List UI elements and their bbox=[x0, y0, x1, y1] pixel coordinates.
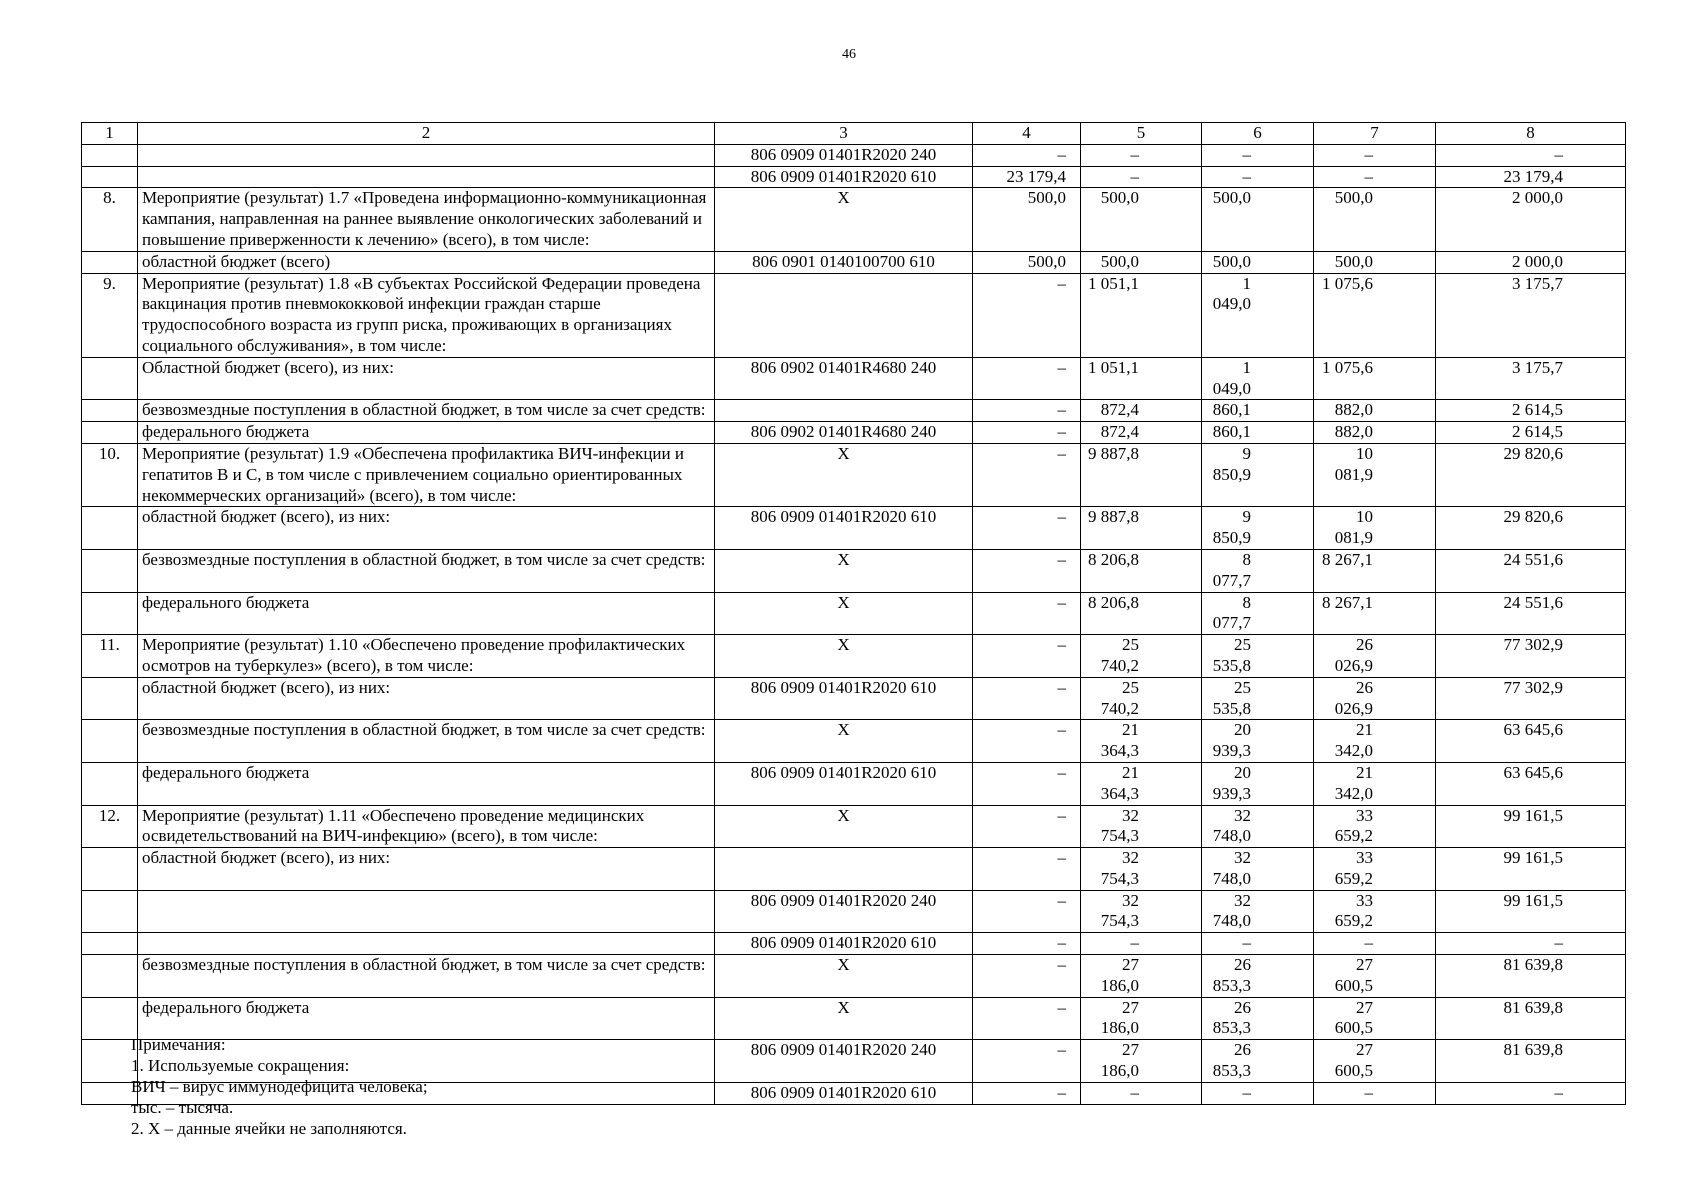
cell-row-number bbox=[82, 997, 138, 1040]
cell-total: 63 645,6 bbox=[1436, 720, 1626, 763]
cell-col-6: 9 850,9 bbox=[1202, 507, 1314, 550]
cell-col-7: 26 026,9 bbox=[1314, 635, 1436, 678]
cell-row-number bbox=[82, 762, 138, 805]
cell-total: 2 000,0 bbox=[1436, 188, 1626, 251]
cell-col-4: – bbox=[973, 273, 1081, 357]
column-header: 6 bbox=[1202, 123, 1314, 145]
column-header: 8 bbox=[1436, 123, 1626, 145]
cell-col-6: 500,0 bbox=[1202, 188, 1314, 251]
cell-col-4: – bbox=[973, 507, 1081, 550]
cell-col-6: 26 853,3 bbox=[1202, 997, 1314, 1040]
cell-description: безвозмездные поступления в областной бюджет, в том числе за счет средств: bbox=[138, 720, 715, 763]
cell-col-5: 25 740,2 bbox=[1081, 635, 1202, 678]
cell-col-4: – bbox=[973, 357, 1081, 400]
cell-total: 24 551,6 bbox=[1436, 592, 1626, 635]
table-row bbox=[82, 166, 1626, 188]
cell-col-6: 1 049,0 bbox=[1202, 273, 1314, 357]
cell-col-4: – bbox=[973, 400, 1081, 422]
cell-row-number: 12. bbox=[82, 805, 138, 848]
cell-col-6: 9 850,9 bbox=[1202, 443, 1314, 506]
cell-total: – bbox=[1436, 144, 1626, 166]
cell-col-6: 25 535,8 bbox=[1202, 677, 1314, 720]
cell-total: 29 820,6 bbox=[1436, 507, 1626, 550]
cell-total: – bbox=[1436, 933, 1626, 955]
cell-total: 23 179,4 bbox=[1436, 166, 1626, 188]
table-row bbox=[82, 357, 1626, 400]
cell-description: Мероприятие (результат) 1.10 «Обеспечено проведение профилактических осмотров на туберкулез» (всего), в том числе: bbox=[138, 635, 715, 678]
cell-total: 99 161,5 bbox=[1436, 848, 1626, 891]
cell-budget-code: Х bbox=[715, 805, 973, 848]
cell-col-6: – bbox=[1202, 933, 1314, 955]
cell-col-4: – bbox=[973, 144, 1081, 166]
cell-col-7: 33 659,2 bbox=[1314, 805, 1436, 848]
cell-col-6: 8 077,7 bbox=[1202, 549, 1314, 592]
cell-total: 29 820,6 bbox=[1436, 443, 1626, 506]
cell-col-4: – bbox=[973, 720, 1081, 763]
cell-col-5: 27 186,0 bbox=[1081, 955, 1202, 998]
table-row bbox=[82, 422, 1626, 444]
cell-row-number bbox=[82, 677, 138, 720]
cell-col-4: – bbox=[973, 1040, 1081, 1083]
cell-row-number bbox=[82, 357, 138, 400]
cell-col-7: – bbox=[1314, 933, 1436, 955]
cell-col-7: 33 659,2 bbox=[1314, 848, 1436, 891]
cell-budget-code: 806 0909 01401R2020 240 bbox=[715, 1040, 973, 1083]
cell-budget-code: 806 0909 01401R2020 610 bbox=[715, 1082, 973, 1104]
cell-col-7: 1 075,6 bbox=[1314, 273, 1436, 357]
cell-col-7: 10 081,9 bbox=[1314, 443, 1436, 506]
table-row bbox=[82, 720, 1626, 763]
cell-col-6: 20 939,3 bbox=[1202, 762, 1314, 805]
cell-budget-code: 806 0909 01401R2020 240 bbox=[715, 890, 973, 933]
cell-row-number: 11. bbox=[82, 635, 138, 678]
cell-col-5: 9 887,8 bbox=[1081, 443, 1202, 506]
cell-total: 81 639,8 bbox=[1436, 955, 1626, 998]
cell-col-5: 32 754,3 bbox=[1081, 848, 1202, 891]
page-number: 46 bbox=[842, 47, 856, 62]
cell-row-number bbox=[82, 507, 138, 550]
cell-budget-code: 806 0909 01401R2020 240 bbox=[715, 144, 973, 166]
cell-col-6: – bbox=[1202, 1082, 1314, 1104]
column-header: 1 bbox=[82, 123, 138, 145]
cell-col-6: 26 853,3 bbox=[1202, 1040, 1314, 1083]
cell-col-7: 21 342,0 bbox=[1314, 762, 1436, 805]
cell-col-5: 8 206,8 bbox=[1081, 549, 1202, 592]
cell-total: 77 302,9 bbox=[1436, 677, 1626, 720]
cell-col-5: 872,4 bbox=[1081, 422, 1202, 444]
cell-col-4: – bbox=[973, 635, 1081, 678]
cell-total: 2 000,0 bbox=[1436, 251, 1626, 273]
cell-row-number: 8. bbox=[82, 188, 138, 251]
cell-col-6: 1 049,0 bbox=[1202, 357, 1314, 400]
cell-budget-code: 806 0909 01401R2020 610 bbox=[715, 762, 973, 805]
cell-col-5: 872,4 bbox=[1081, 400, 1202, 422]
notes-line: 1. Используемые сокращения: bbox=[131, 1056, 350, 1075]
cell-col-5: 21 364,3 bbox=[1081, 720, 1202, 763]
cell-col-7: 10 081,9 bbox=[1314, 507, 1436, 550]
cell-col-7: 882,0 bbox=[1314, 422, 1436, 444]
cell-col-4: – bbox=[973, 933, 1081, 955]
table-row bbox=[82, 933, 1626, 955]
cell-col-5: 32 754,3 bbox=[1081, 890, 1202, 933]
column-header: 4 bbox=[973, 123, 1081, 145]
cell-col-4: – bbox=[973, 592, 1081, 635]
cell-description: федерального бюджета bbox=[138, 592, 715, 635]
cell-col-6: – bbox=[1202, 166, 1314, 188]
cell-description: безвозмездные поступления в областной бюджет, в том числе за счет средств: bbox=[138, 549, 715, 592]
cell-col-4: – bbox=[973, 443, 1081, 506]
cell-row-number bbox=[82, 848, 138, 891]
cell-budget-code: Х bbox=[715, 720, 973, 763]
cell-row-number bbox=[82, 1040, 138, 1083]
cell-description: федерального бюджета bbox=[138, 997, 715, 1040]
cell-total: 24 551,6 bbox=[1436, 549, 1626, 592]
cell-col-4: – bbox=[973, 997, 1081, 1040]
cell-total: – bbox=[1436, 1082, 1626, 1104]
table-row bbox=[82, 188, 1626, 251]
cell-description: областной бюджет (всего), из них: bbox=[138, 507, 715, 550]
cell-col-4: – bbox=[973, 848, 1081, 891]
cell-row-number bbox=[82, 955, 138, 998]
cell-col-4: 23 179,4 bbox=[973, 166, 1081, 188]
cell-total: 3 175,7 bbox=[1436, 273, 1626, 357]
cell-col-7: 21 342,0 bbox=[1314, 720, 1436, 763]
cell-col-4: – bbox=[973, 955, 1081, 998]
column-header: 2 bbox=[138, 123, 715, 145]
cell-col-7: – bbox=[1314, 144, 1436, 166]
cell-budget-code: Х bbox=[715, 955, 973, 998]
cell-total: 77 302,9 bbox=[1436, 635, 1626, 678]
cell-col-5: 500,0 bbox=[1081, 251, 1202, 273]
cell-col-4: – bbox=[973, 422, 1081, 444]
cell-budget-code: Х bbox=[715, 443, 973, 506]
cell-col-4: – bbox=[973, 1082, 1081, 1104]
notes-line: 2. Х – данные ячейки не заполняются. bbox=[131, 1119, 407, 1138]
column-header: 5 bbox=[1081, 123, 1202, 145]
cell-budget-code bbox=[715, 848, 973, 891]
cell-description: областной бюджет (всего) bbox=[138, 251, 715, 273]
cell-description: Мероприятие (результат) 1.9 «Обеспечена профилактика ВИЧ-инфекции и гепатитов В и С, в том числе с привлечением социально ориентированных некоммерческих организаций» (всего), в том числе: bbox=[138, 443, 715, 506]
cell-row-number bbox=[82, 890, 138, 933]
cell-col-5: – bbox=[1081, 144, 1202, 166]
cell-budget-code: 806 0909 01401R2020 610 bbox=[715, 166, 973, 188]
cell-col-4: 500,0 bbox=[973, 251, 1081, 273]
cell-description: Мероприятие (результат) 1.11 «Обеспечено проведение медицинских освидетельствований на ВИЧ-инфекцию» (всего), в том числе: bbox=[138, 805, 715, 848]
column-header: 3 bbox=[715, 123, 973, 145]
cell-row-number bbox=[82, 720, 138, 763]
cell-row-number bbox=[82, 400, 138, 422]
header-row bbox=[82, 123, 1626, 145]
cell-col-4: – bbox=[973, 762, 1081, 805]
budget-table bbox=[81, 122, 1626, 1105]
cell-col-6: 8 077,7 bbox=[1202, 592, 1314, 635]
cell-col-5: 27 186,0 bbox=[1081, 1040, 1202, 1083]
table-row bbox=[82, 273, 1626, 357]
cell-col-4: – bbox=[973, 677, 1081, 720]
cell-col-5: 8 206,8 bbox=[1081, 592, 1202, 635]
cell-col-6: 20 939,3 bbox=[1202, 720, 1314, 763]
cell-row-number bbox=[82, 422, 138, 444]
cell-total: 81 639,8 bbox=[1436, 997, 1626, 1040]
cell-description: областной бюджет (всего), из них: bbox=[138, 677, 715, 720]
cell-col-5: – bbox=[1081, 1082, 1202, 1104]
cell-description: федерального бюджета bbox=[138, 762, 715, 805]
cell-row-number bbox=[82, 592, 138, 635]
cell-description: федерального бюджета bbox=[138, 422, 715, 444]
cell-budget-code: 806 0901 0140100700 610 bbox=[715, 251, 973, 273]
cell-description: безвозмездные поступления в областной бюджет, в том числе за счет средств: bbox=[138, 955, 715, 998]
table-row bbox=[82, 400, 1626, 422]
cell-col-7: – bbox=[1314, 1082, 1436, 1104]
cell-row-number bbox=[82, 144, 138, 166]
cell-row-number bbox=[82, 549, 138, 592]
cell-col-5: 27 186,0 bbox=[1081, 997, 1202, 1040]
cell-col-5: 1 051,1 bbox=[1081, 357, 1202, 400]
table-row bbox=[82, 592, 1626, 635]
cell-row-number bbox=[82, 933, 138, 955]
cell-total: 2 614,5 bbox=[1436, 400, 1626, 422]
table-row bbox=[82, 635, 1626, 678]
cell-col-5: 32 754,3 bbox=[1081, 805, 1202, 848]
cell-description: Мероприятие (результат) 1.7 «Проведена информационно-коммуникационная кампания, направленная на раннее выявление онкологических заболеваний и повышение приверженности к лечению» (всего), в том числе: bbox=[138, 188, 715, 251]
cell-description bbox=[138, 144, 715, 166]
notes-line: тыс. – тысяча. bbox=[131, 1098, 234, 1117]
cell-col-6: 26 853,3 bbox=[1202, 955, 1314, 998]
cell-budget-code bbox=[715, 273, 973, 357]
cell-budget-code: 806 0909 01401R2020 610 bbox=[715, 507, 973, 550]
cell-col-7: 882,0 bbox=[1314, 400, 1436, 422]
table-row bbox=[82, 144, 1626, 166]
cell-col-7: 27 600,5 bbox=[1314, 997, 1436, 1040]
cell-col-5: 9 887,8 bbox=[1081, 507, 1202, 550]
cell-col-4: – bbox=[973, 890, 1081, 933]
cell-col-7: 500,0 bbox=[1314, 188, 1436, 251]
table-row bbox=[82, 251, 1626, 273]
column-header: 7 bbox=[1314, 123, 1436, 145]
cell-description bbox=[138, 166, 715, 188]
cell-description: безвозмездные поступления в областной бюджет, в том числе за счет средств: bbox=[138, 400, 715, 422]
cell-budget-code: 806 0902 01401R4680 240 bbox=[715, 422, 973, 444]
cell-col-5: 1 051,1 bbox=[1081, 273, 1202, 357]
notes-title: Примечания: bbox=[131, 1035, 226, 1054]
cell-col-7: 26 026,9 bbox=[1314, 677, 1436, 720]
cell-col-7: 27 600,5 bbox=[1314, 955, 1436, 998]
table-row bbox=[82, 955, 1626, 998]
cell-budget-code: Х bbox=[715, 997, 973, 1040]
cell-row-number: 9. bbox=[82, 273, 138, 357]
cell-row-number bbox=[82, 166, 138, 188]
table-row bbox=[82, 805, 1626, 848]
cell-col-7: – bbox=[1314, 166, 1436, 188]
cell-col-4: – bbox=[973, 805, 1081, 848]
cell-total: 99 161,5 bbox=[1436, 890, 1626, 933]
cell-col-4: – bbox=[973, 549, 1081, 592]
table-row bbox=[82, 443, 1626, 506]
cell-total: 81 639,8 bbox=[1436, 1040, 1626, 1083]
cell-budget-code: 806 0902 01401R4680 240 bbox=[715, 357, 973, 400]
cell-total: 63 645,6 bbox=[1436, 762, 1626, 805]
cell-col-6: 860,1 bbox=[1202, 400, 1314, 422]
notes-line: ВИЧ – вирус иммунодефицита человека; bbox=[131, 1077, 428, 1096]
cell-budget-code: Х bbox=[715, 549, 973, 592]
table-row bbox=[82, 848, 1626, 891]
cell-col-6: 500,0 bbox=[1202, 251, 1314, 273]
table-row bbox=[82, 762, 1626, 805]
cell-col-7: 8 267,1 bbox=[1314, 592, 1436, 635]
cell-budget-code bbox=[715, 400, 973, 422]
cell-col-6: 25 535,8 bbox=[1202, 635, 1314, 678]
cell-col-7: 33 659,2 bbox=[1314, 890, 1436, 933]
cell-col-5: 25 740,2 bbox=[1081, 677, 1202, 720]
cell-budget-code: Х bbox=[715, 592, 973, 635]
cell-col-6: – bbox=[1202, 144, 1314, 166]
cell-row-number bbox=[82, 1082, 138, 1104]
cell-budget-code: Х bbox=[715, 188, 973, 251]
cell-col-7: 8 267,1 bbox=[1314, 549, 1436, 592]
cell-description: Областной бюджет (всего), из них: bbox=[138, 357, 715, 400]
cell-col-6: 32 748,0 bbox=[1202, 890, 1314, 933]
cell-budget-code: 806 0909 01401R2020 610 bbox=[715, 933, 973, 955]
cell-total: 3 175,7 bbox=[1436, 357, 1626, 400]
cell-budget-code: 806 0909 01401R2020 610 bbox=[715, 677, 973, 720]
cell-total: 2 614,5 bbox=[1436, 422, 1626, 444]
table-row bbox=[82, 677, 1626, 720]
cell-col-7: 500,0 bbox=[1314, 251, 1436, 273]
cell-row-number bbox=[82, 251, 138, 273]
cell-description bbox=[138, 890, 715, 933]
cell-total: 99 161,5 bbox=[1436, 805, 1626, 848]
notes bbox=[131, 1034, 428, 1139]
cell-description: областной бюджет (всего), из них: bbox=[138, 848, 715, 891]
cell-col-5: 21 364,3 bbox=[1081, 762, 1202, 805]
cell-budget-code: Х bbox=[715, 635, 973, 678]
cell-description bbox=[138, 933, 715, 955]
cell-col-6: 32 748,0 bbox=[1202, 805, 1314, 848]
cell-col-6: 860,1 bbox=[1202, 422, 1314, 444]
cell-col-6: 32 748,0 bbox=[1202, 848, 1314, 891]
table-row bbox=[82, 549, 1626, 592]
cell-col-5: 500,0 bbox=[1081, 188, 1202, 251]
cell-col-5: – bbox=[1081, 166, 1202, 188]
cell-row-number: 10. bbox=[82, 443, 138, 506]
cell-col-4: 500,0 bbox=[973, 188, 1081, 251]
cell-col-7: 1 075,6 bbox=[1314, 357, 1436, 400]
table-row bbox=[82, 890, 1626, 933]
table-row bbox=[82, 507, 1626, 550]
cell-description: Мероприятие (результат) 1.8 «В субъектах Российской Федерации проведена вакцинация против пневмококковой инфекции граждан старше трудоспособного возраста из групп риска, проживающих в организациях социального обслуживания», в том числе: bbox=[138, 273, 715, 357]
cell-col-5: – bbox=[1081, 933, 1202, 955]
cell-col-7: 27 600,5 bbox=[1314, 1040, 1436, 1083]
